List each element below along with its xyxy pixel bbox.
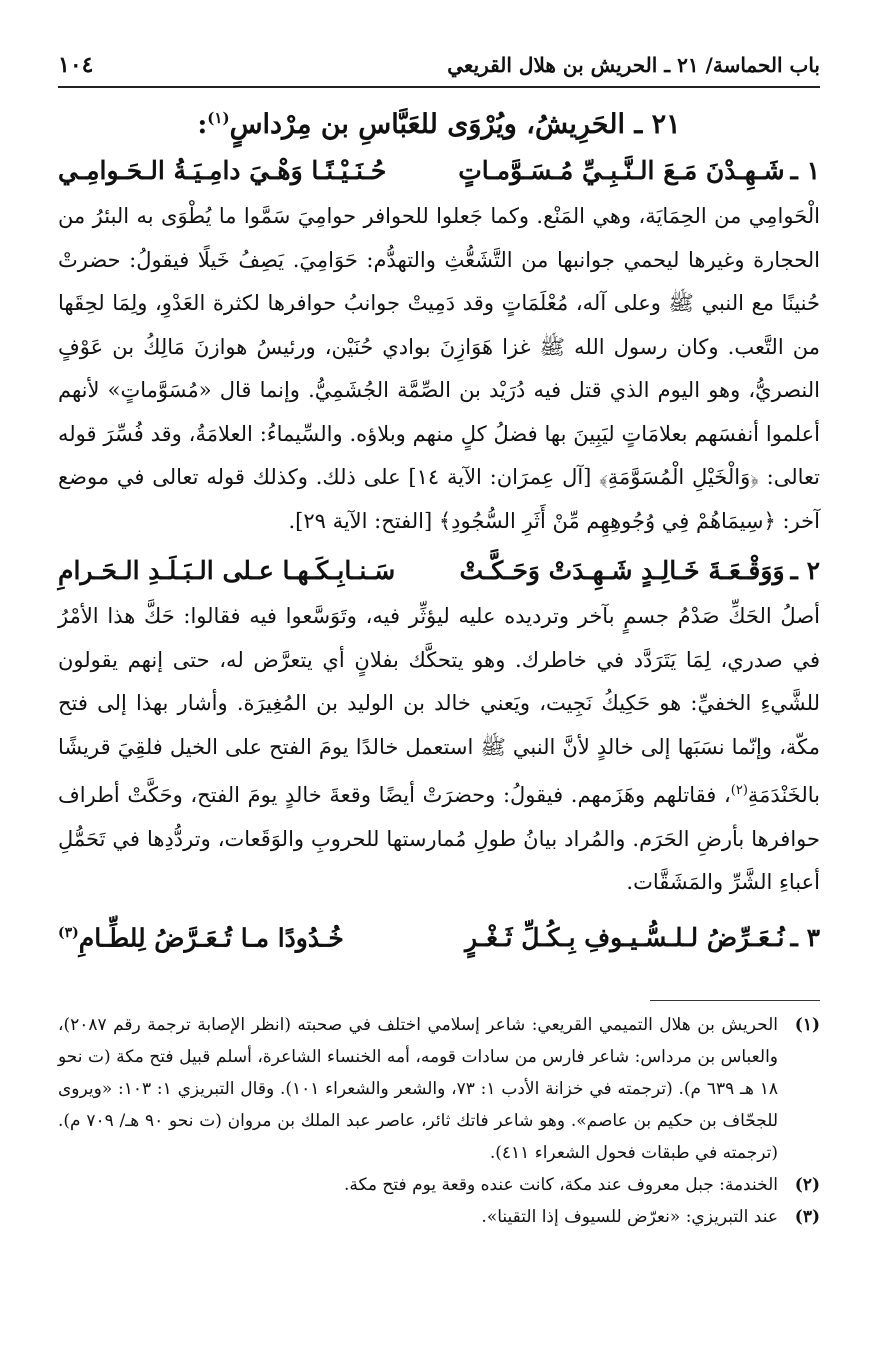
verse-number: ١ ـ [790, 156, 820, 185]
running-title: باب الحماسة/ ٢١ ـ الحريش بن هلال القريعي [447, 53, 820, 77]
section-title-text: ٢١ ـ الحَرِيشُ، ويُرْوَى للعَبَّاسِ بن مِرْداسٍ [229, 109, 681, 140]
page-number: ١٠٤ [58, 52, 94, 78]
verse-second-hemistich [58, 911, 344, 960]
verse-first-hemistich: شَـهِـدْنَ مَـعَ الـنَّـبِـيِّ مُـسَـوَّمـاتٍ [458, 156, 785, 185]
footnote [58, 1009, 820, 1169]
footnote-marker: (١) [207, 109, 230, 127]
footnote-text: الخندمة: جبل معروف عند مكة، كانت عنده وقعة يوم فتح مكة. [344, 1174, 778, 1195]
section-title-colon: : [197, 109, 208, 140]
footnotes [58, 1009, 820, 1233]
footnote-text: عند التبريزي: «نعرّض للسيوف إذا التقينا». [481, 1206, 778, 1227]
verse-number: ٢ ـ [790, 556, 820, 585]
section-title [58, 98, 820, 145]
footnote [58, 1169, 820, 1201]
footnote-marker: (٣) [58, 924, 79, 941]
footnote-number: (٢) [794, 1174, 820, 1195]
commentary-text: الْحَوامِي من الحِمَايَة، وهي المَنْع. وكما جَعلوا للحوافر حوامِيَ سَمَّوا ما يُطْوَى به البئرُ من الحجارة وغيرها ليحمي جوانبها من التَّشَعُّثِ والتهدُّم: حَوَامِيَ. يَصِفُ خَيلًا فيقولُ: حضرتْ حُنينًا مع النبي ﷺ وعلى آله، مُعْلَمَاتٍ وقد دَمِيتْ جوانبُ حوافرها لكثرة العَدْوِ، ولِمَا لحِقَها من التَّعب. وكان رسول الله ﷺ غزا هَوَازِنَ بوادي حُنَيْن، ورئيسُ هوازنَ مَالِكُ بن عَوْفٍ النصريُّ، وهو اليوم الذي قتل فيه دُرَيْد بن الصِّمَّة الجُشَمِيُّ. وإنما قال «مُسَوَّماتٍ» لأنهم أعلموا أنفسَهم بعلامَاتٍ ليَبِينَ بها فضلُ كلٍ منهم وبلاؤه. والسِّيماءُ: العلامَةُ، وقد فُسِّرَ قوله تعالى: ﴿وَالْخَيْلِ الْمُسَوَّمَةِ﴾ [آل عِمرَان: الآية ١٤] على ذلك. وكذلك قوله تعالى في موضع آخر: ﴿سِيمَاهُمْ فِي وُجُوهِهِم مِّنْ أَثَرِ السُّجُودِ﴾ [الفتح: الآية ٢٩]. [58, 204, 820, 533]
verse-line [58, 549, 820, 593]
book-page [58, 44, 820, 1233]
page-header [58, 44, 820, 88]
commentary-paragraph [58, 195, 820, 543]
commentary-paragraph [58, 595, 820, 905]
verse-second-hemistich: سَـنـابِـكَـهـا عـلى الـبَـلَـدِ الـحَـرامِ [58, 556, 396, 585]
verse-first-hemistich: وَوَقْـعَـةَ خَـالِـدٍ شَـهِـدَتْ وَحَـكَّـتْ [459, 556, 785, 585]
footnote-number: (٣) [794, 1206, 820, 1227]
footnote-number: (١) [794, 1014, 820, 1035]
verse-line [58, 911, 820, 960]
verse-number: ٣ ـ [790, 922, 820, 952]
footnote-marker: (٢) [730, 783, 748, 798]
commentary-text-continued: ، فقاتلهم وهَزَمهم. فيقولُ: وحضرَتْ أيضًا وقعةَ خالدٍ يومَ الفتح، وحَكَّتْ أطراف حوافرها بأرضِ الحَرَم. والمُراد بيانُ طولِ مُمارستها للحروبِ والوَقَعات، وتردُّدِها في تَحَمُّلِ أعباءِ الشَّرِّ والمَشَقَّات. [58, 783, 820, 894]
footnote-divider [650, 1000, 820, 1001]
verse-first-hemistich: نُـعَـرِّضُ لـلـسُّـيـوفِ بِـكُـلِّ ثَـغْـرٍ [465, 922, 785, 952]
verse-line [58, 149, 820, 193]
footnote [58, 1201, 820, 1233]
footnote-text: الحريش بن هلال التميمي القريعي: شاعر إسلامي اختلف في صحبته (انظر الإصابة ترجمة رقم ٢٠٨٧)، والعباس بن مرداس: شاعر فارس من سادات قومه، أمه الخنساء الشاعرة، أسلم قبيل فتح مكة (ت نحو ١٨ هـ ٦٣٩ م). (ترجمته في خزانة الأدب ١: ٧٣، والشعر والشعراء ١٠١). وقال التبريزي ١: ١٠٣: «ويروى للجحّاف بن حكيم بن عاصم». وهو شاعر فاتك ثائر، عاصر عبد الملك بن مروان (ت نحو ٩٠ هـ/ ٧٠٩ م). (ترجمته في طبقات فحول الشعراء ٤١١). [58, 1014, 779, 1163]
verse-second-hemistich: حُـنَـيْـنًـا وَهْـيَ دامِـيَـةُ الـحَـوامِـي [58, 156, 387, 185]
commentary-text: أصلُ الحَكِّ صَدْمُ جسمٍ بآخر وترديده عليه ليؤثِّر فيه، وتَوَسَّعوا فيه فقالوا: حَكَّ هذا الأمْرُ في صدري، لِمَا يَتَرَدَّد في خاطرك. وهو يتحكَّك بفلانٍ أي يتعرَّض له، حتى إنهم يقولون للشَّيءِ الخفيِّ: هو حَكِيكُ نَجِيت، ويَعني خالد بن الوليد بن المُغِيرَة. وأشار بهذا إلى فتح مكّة، وإنّما نسَبَها إلى خالدٍ لأنَّ النبي ﷺ استعمل خالدًا يومَ الفتح على الخيل فلقِيَ قريشًا بالخَنْدَمَةِ [58, 604, 820, 807]
verse-second-hemistich-text: خُـدُودًا مـا تُـعَـرَّضُ لِلطِّـامِ [78, 922, 344, 952]
